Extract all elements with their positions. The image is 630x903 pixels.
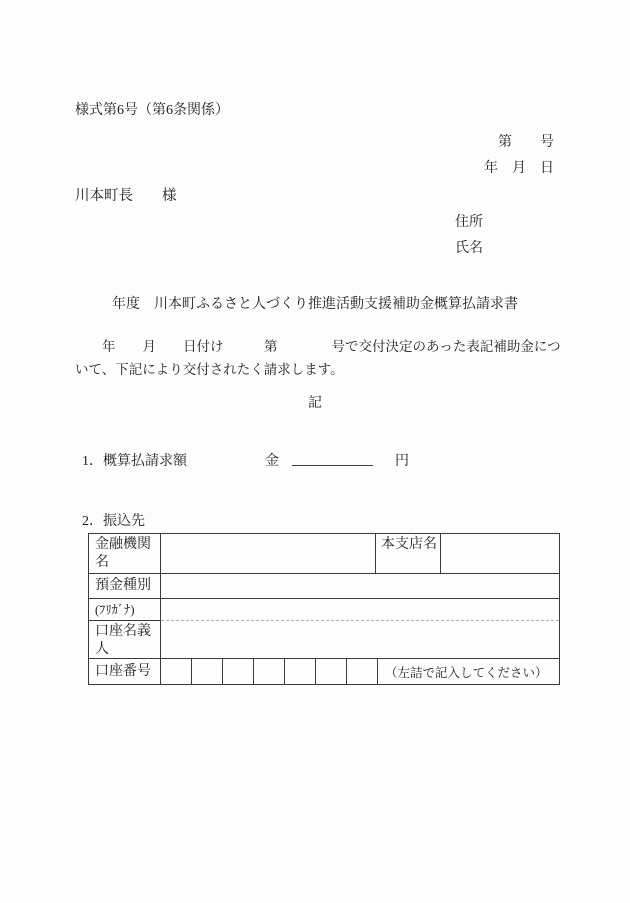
transfer-destination-table	[88, 533, 560, 685]
deposit-type-input-cell	[161, 574, 559, 598]
account-digit-cell	[316, 659, 347, 684]
table-row-account-number	[89, 659, 559, 684]
amount-prefix-label: 金	[265, 454, 279, 469]
table-row-deposit-type	[89, 574, 559, 599]
form-number-label: 様式第6号（第6条関係）	[75, 103, 229, 118]
deposit-type-label: 預金種別	[89, 574, 161, 598]
account-digit-cell	[192, 659, 223, 684]
account-digit-cell	[254, 659, 285, 684]
advance-payment-amount-label: 1．概算払請求額	[82, 454, 187, 469]
table-row-account-holder	[89, 621, 559, 659]
branch-name-input-cell	[441, 534, 559, 573]
account-number-digits	[161, 659, 378, 684]
table-row-financial-institution	[89, 534, 559, 574]
amount-blank-underline	[292, 448, 373, 466]
branch-name-label: 本支店名	[376, 534, 441, 573]
sender-name-label: 氏名	[455, 241, 483, 256]
furigana-label: (ﾌﾘｶﾞﾅ)	[89, 599, 161, 621]
account-digit-cell	[285, 659, 316, 684]
financial-institution-input-cell	[161, 534, 376, 573]
sender-address-label: 住所	[455, 215, 483, 230]
amount-unit-label: 円	[395, 454, 409, 469]
account-holder-label: 口座名義人	[89, 621, 161, 658]
advance-payment-amount-row	[0, 450, 630, 470]
transfer-destination-label: 2．振込先	[82, 514, 145, 529]
issue-number-line: 第 号	[498, 135, 554, 150]
account-number-fill-note: （左詰で記入してください）	[385, 665, 548, 680]
furigana-input-cell	[161, 599, 559, 621]
table-row-furigana	[89, 599, 559, 621]
account-number-label: 口座番号	[89, 659, 161, 684]
addressee-line: 川本町長 様	[75, 188, 177, 204]
body-text-line-2: いて、下記により交付されたく請求します。	[75, 362, 344, 377]
account-holder-input-cell	[161, 621, 559, 658]
account-digit-cell	[161, 659, 192, 684]
body-text-line-1: 年 月 日付け 第 号で交付決定のあった表記補助金につ	[75, 339, 561, 354]
issue-date-line: 年 月 日	[484, 161, 554, 176]
record-marker: 記	[308, 396, 322, 411]
financial-institution-label: 金融機関名	[89, 534, 161, 573]
document-title: 年度 川本町ふるさと人づくり推進活動支援補助金概算払請求書	[112, 297, 518, 312]
account-digit-cell	[223, 659, 254, 684]
account-digit-cell	[347, 659, 378, 684]
